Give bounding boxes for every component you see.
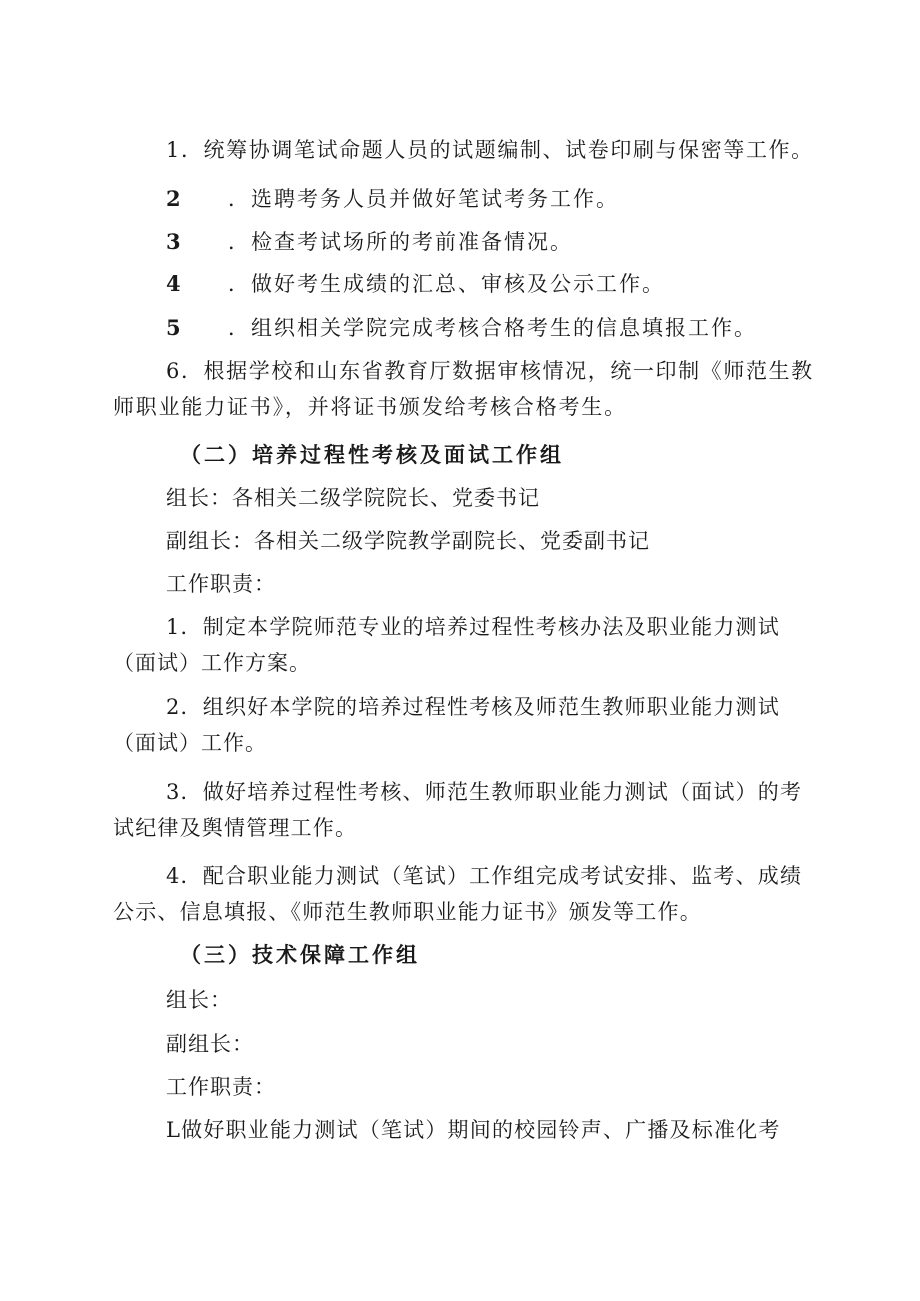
- section3-heading: （三）技术保障工作组: [180, 942, 420, 967]
- section2-vice-leader: 副组长：各相关二级学院教学副院长、党委副书记: [166, 529, 650, 553]
- sec1-item6-line1: 6．根据学校和山东省教育厅数据审核情况，统一印制《师范生教: [166, 359, 814, 383]
- section3-leader: 组长：: [166, 988, 232, 1012]
- sec1-item5-text: ．组织相关学院完成考核合格考生的信息填报工作。: [228, 316, 757, 340]
- sec1-item4-number: 4: [166, 271, 181, 296]
- section3-duties-label: 工作职责：: [166, 1075, 276, 1099]
- sec2-item4-line1: 4．配合职业能力测试（笔试）工作组完成考试安排、监考、成绩: [166, 864, 803, 888]
- sec1-item5-number: 5: [166, 315, 181, 340]
- sec1-item3-number: 3: [166, 229, 181, 254]
- sec2-item4-line2: 公示、信息填报、《师范生教师职业能力证书》颁发等工作。: [113, 900, 702, 924]
- sec2-item3-line2: 试纪律及舆情管理工作。: [113, 816, 358, 840]
- section2-heading: （二）培养过程性考核及面试工作组: [180, 442, 564, 467]
- sec2-item2-line1: 2．组织好本学院的培养过程性考核及师范生教师职业能力测试: [166, 695, 780, 719]
- sec1-item6-line2: 师职业能力证书》，并将证书颁发给考核合格考生。: [113, 395, 627, 419]
- section2-leader: 组长：各相关二级学院院长、党委书记: [166, 486, 540, 510]
- sec1-item2-text: ．选聘考务人员并做好笔试考务工作。: [228, 187, 619, 211]
- sec1-item1-line1: 1．统筹协调笔试命题人员的试题编制、试卷印刷与保密等工作。: [166, 138, 814, 162]
- sec3-item1-line1: L做好职业能力测试（笔试）期间的校园铃声、广播及标准化考: [166, 1118, 781, 1142]
- sec2-item1-line2: （面试）工作方案。: [113, 651, 311, 675]
- sec2-item2-line2: （面试）工作。: [113, 731, 267, 755]
- sec1-item3-text: ．检查考试场所的考前准备情况。: [228, 230, 573, 254]
- sec2-item1-line1: 1．制定本学院师范专业的培养过程性考核办法及职业能力测试: [166, 615, 780, 639]
- section3-vice-leader: 副组长：: [166, 1032, 254, 1056]
- sec1-item2-number: 2: [166, 186, 181, 211]
- section2-duties-label: 工作职责：: [166, 572, 276, 596]
- sec1-item4-text: ．做好考生成绩的汇总、审核及公示工作。: [228, 272, 665, 296]
- sec2-item3-line1: 3．做好培养过程性考核、师范生教师职业能力测试（面试）的考: [166, 780, 803, 804]
